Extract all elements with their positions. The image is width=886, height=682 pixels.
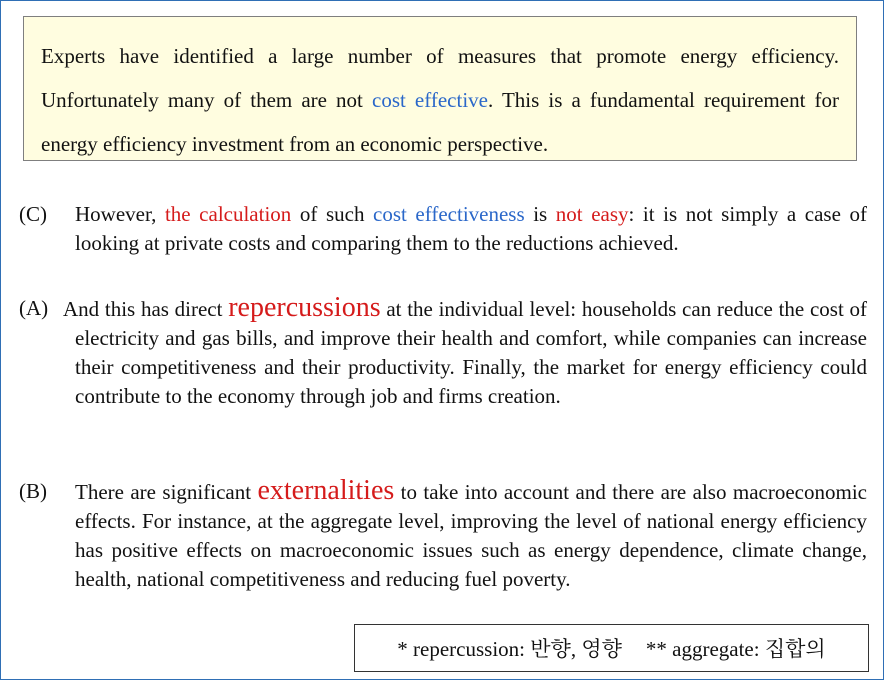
paragraph-a-text-3: at the individual level: households can reduce the cost of electricity and gas bills, and improve their health and comfort, while companies can increase their competitiveness and their productivity. Finally, the market for energy efficiency could contribute to the economy through job and firms creation. [75, 297, 868, 408]
intro-line-2-post: . This is a fundamental requirement for energy efficiency investment from an economic perspective. [41, 88, 839, 156]
intro-cost-effective-highlight: cost effective [372, 88, 488, 112]
paragraph-b-marker: (B) [19, 479, 47, 503]
paragraph-b-text-3: to take into account and there are also macroeconomic effects. For instance, at the aggregate level, improving the level of national energy efficiency has positive effects on macroeconomic issues such as energy dependence, climate change, health, national competitiveness and reducing fuel poverty. [75, 480, 867, 591]
intro-line-2-pre: Unfortunately many of them are not [41, 88, 372, 112]
paragraph-a-repercussions-highlight: repercussions [228, 292, 381, 323]
paragraph-c-text-1: However, [75, 202, 165, 226]
vocabulary-note-box [354, 624, 869, 672]
intro-line-1: Experts have identified a large number of measures that promote energy efficiency. [41, 44, 839, 68]
paragraph-c-text-5: is [524, 202, 556, 226]
paragraph-c-not-easy-highlight: not easy [555, 202, 629, 226]
paragraph-b-externalities-highlight: externalities [257, 475, 395, 506]
paragraph-b-text [19, 477, 867, 594]
paragraph-c-text [19, 200, 867, 258]
paragraph-c-cost-effectiveness-highlight: cost effectiveness [373, 202, 525, 226]
paragraph-b-text-1: There are significant [75, 480, 258, 504]
paragraph-a [19, 294, 867, 411]
paragraph-a-text-1: And this has direct [63, 297, 229, 321]
paragraph-b [19, 477, 867, 594]
vocabulary-note-repercussion: * repercussion: 반향, 영향 [397, 637, 622, 661]
intro-passage-box [23, 16, 857, 161]
paragraph-a-marker: (A) [19, 296, 49, 320]
paragraph-c-marker: (C) [19, 202, 47, 226]
paragraph-c-text-7: : it is not simply a case of looking at private costs and comparing them to the reductions achieved. [75, 202, 867, 255]
paragraph-c-calculation-highlight: the calculation [164, 202, 292, 226]
paragraph-a-text [19, 294, 867, 411]
paragraph-c [19, 200, 867, 258]
vocabulary-note-aggregate: ** aggregate: 집합의 [645, 637, 826, 661]
paragraph-c-text-3: of such [291, 202, 374, 226]
